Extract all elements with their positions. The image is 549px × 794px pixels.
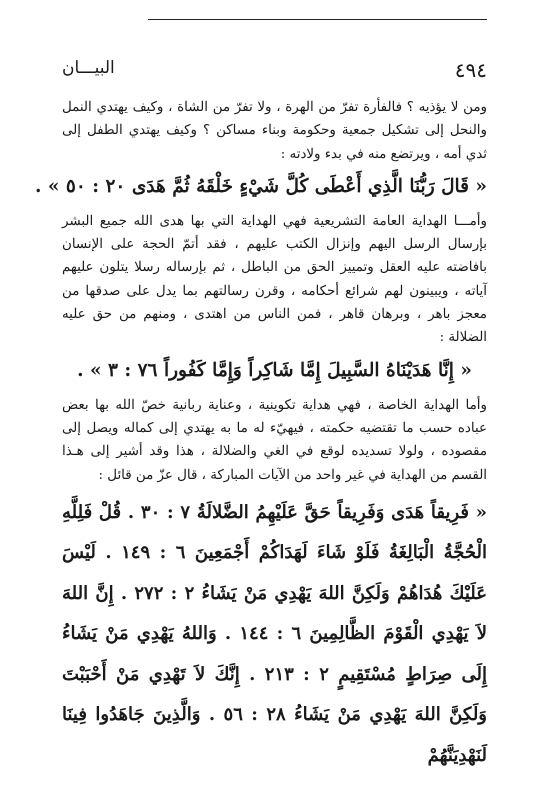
chapter-title: البيـــان [62,58,115,78]
paragraph-3: وأما الهداية الخاصة ، فهي هداية تكوينية ، وعناية ربانية خصّ الله بها بعض عباده حسب ما تقتضيه حكمته ، فيهيّء له ما به يهتدي إلى كماله ويصل إلى مقصوده ، ولولا تسديده لوقع في الغي والضلالة ، هذا وقد أشير إلى هـذا القسم من الهداية في غير واحد من الآيات المباركة ، قال عزّ من قائل : [62,397,487,483]
header-rule [148,19,487,20]
page-body [35,96,488,794]
page-header [62,58,487,88]
paragraph-2: وأمـــا الهداية العامة التشريعية فهي الهداية التي بها هدى الله جميع البشر بإرسال الرسل اليهم وإنزال الكتب عليهم ، فقد أتمّ الحجة على الإنسان بافاضته عليه العقل وتمييز الحق من الباطل ، ثم بإرساله رسلا يتلون عليهم آياته ، ويبينون لهم شرائع أحكامه ، وقرن رسالتهم بما يدل على صدقها من معجز باهر ، وبرهان قاهر ، فمن الناس من اهتدى ، ومنهم من حق عليه الضلالة : [62,213,487,346]
page-number: ٤٩٤ [454,58,487,82]
quran-verse-1: « قَالَ رَبُّنَا الَّذِي أَعْطَى كُلَّ شَيْءٍ خَلْقَهُ ثُمَّ هَدَى ٢٠ : ٥٠ » . [35,175,487,197]
paragraph-1: ومن لا يؤذيه ؟ فالفأرة تفرّ من الهرة ، ولا تفرّ من الشاة ، وكيف يهتدي النمل والنحل إلى تشكيل جمعية وحكومة وبناء مساكن ؟ وكيف يهتدي الطفل إلى ثدي أمه ، ويرتضع منه في بدء ولادته : [62,100,487,162]
quran-verse-2: « إِنَّا هَدَيْنَاهُ السَّبِيلَ إِمَّا شَاكِراً وَإِمَّا كَفُوراً ٧٦ : ٣ » . [77,359,472,381]
quran-verses-block: « فَرِيقاً هَدَى وَفَرِيقاً حَقَّ عَلَيْهِمُ الضَّلالَةُ ٧ : ٣٠ . قُلْ فَلِلَّهِ الْحُجَّةُ الْبَالِغَةُ فَلَوْ شَاءَ لَهَدَاكُمْ أَجْمَعِينَ ٦ : ١٤٩ . لَيْسَ عَلَيْكَ هُدَاهُمْ وَلَكِنَّ اللهَ يَهْدِي مَنْ يَشَاءُ ٢ : ٢٧٢ . إِنَّ اللهَ لاَ يَهْدِي الْقَوْمَ الظَّالِمِينَ ٦ : ١٤٤ . وَاللهُ يَهْدِي مَنْ يَشَاءُ إِلَى صِرَاطٍ مُسْتَقِيمٍ ٢ : ٢١٣ . إِنَّكَ لاَ تَهْدِي مَنْ أَحْبَبْتَ وَلَكِنَّ اللهَ يَهْدِي مَنْ يَشَاءُ ٢٨ : ٥٦ . وَالَّذِينَ جَاهَدُوا فِينَا لَنَهْدِيَنَّهُمْ [62,501,488,766]
